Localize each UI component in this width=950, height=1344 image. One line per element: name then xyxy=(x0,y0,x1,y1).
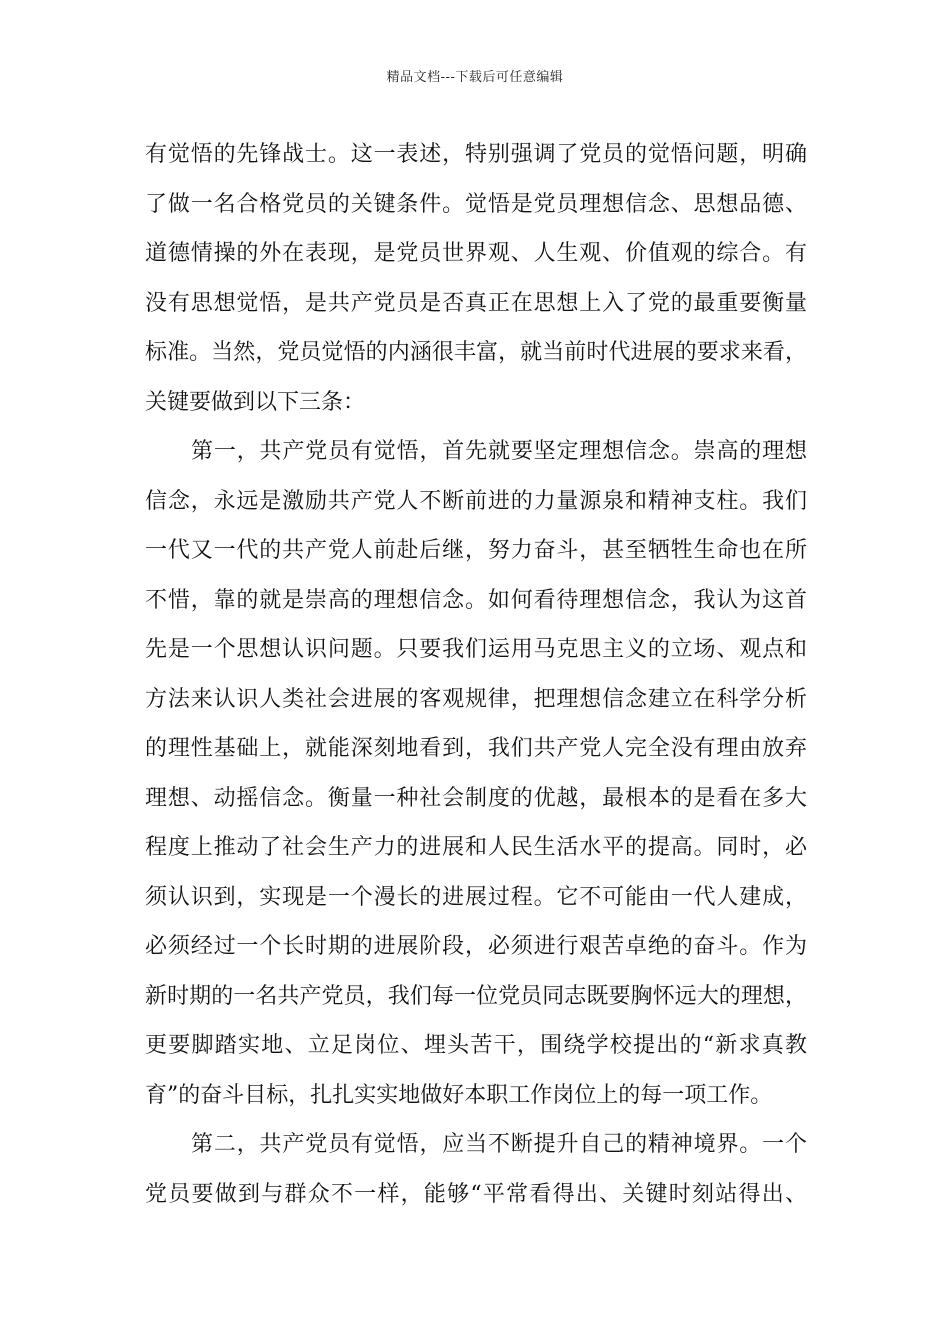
text-line: 一代又一代的共产党人前赴后继，努力奋斗，甚至牺牲生命也在所 xyxy=(145,538,807,563)
text-line: 新时期的一名共产党员，我们每一位党员同志既要胸怀远大的理想， xyxy=(145,983,807,1009)
text-line: 先是一个思想认识问题。只要我们运用马克思主义的立场、观点和 xyxy=(145,637,807,662)
text-line: 有觉悟的先锋战士。这一表述，特别强调了党员的觉悟问题，明确 xyxy=(145,142,807,167)
text-line: 道德情操的外在表现，是党员世界观、人生观、价值观的综合。有 xyxy=(145,241,807,266)
text-line: 没有思想觉悟，是共产党员是否真正在思想上入了党的最重要衡量 xyxy=(145,290,807,316)
text-line: 了做一名合格党员的关键条件。觉悟是党员理想信念、思想品德、 xyxy=(145,191,807,217)
text-line: 更要脚踏实地、立足岗位、埋头苦干，围绕学校提出的“新求真教 xyxy=(145,1033,807,1058)
text-line: 标准。当然，党员觉悟的内涵很丰富，就当前时代进展的要求来看， xyxy=(145,340,807,365)
text-line: 必须经过一个长时期的进展阶段，必须进行艰苦卓绝的奋斗。作为 xyxy=(145,934,807,959)
text-line: 第一，共产党员有觉悟，首先就要坚定理想信念。崇高的理想 xyxy=(191,439,807,464)
paragraph xyxy=(145,1120,807,1219)
text-line: 信念，永远是激励共产党人不断前进的力量源泉和精神支柱。我们 xyxy=(145,488,807,514)
text-line: 不惜，靠的就是崇高的理想信念。如何看待理想信念，我认为这首 xyxy=(145,587,807,613)
text-line: 第二，共产党员有觉悟，应当不断提升自己的精神境界。一个 xyxy=(191,1132,807,1157)
paragraph xyxy=(145,130,807,427)
text-line: 党员要做到与群众不一样，能够“平常看得出、关键时刻站得出、 xyxy=(145,1181,807,1207)
page-header: 精品文档---下载后可任意编辑 xyxy=(386,70,564,85)
document-body xyxy=(145,130,807,1219)
text-line: 关键要做到以下三条： xyxy=(145,389,366,415)
text-line: 育”的奋斗目标，扎扎实实地做好本职工作岗位上的每一项工作。 xyxy=(145,1082,773,1108)
text-line: 的理性基础上，就能深刻地看到，我们共产党人完全没有理由放弃 xyxy=(145,736,807,761)
text-line: 理想、动摇信念。衡量一种社会制度的优越，最根本的是看在多大 xyxy=(145,785,807,811)
text-line: 方法来认识人类社会进展的客观规律，把理想信念建立在科学分析 xyxy=(145,686,807,712)
text-line: 程度上推动了社会生产力的进展和人民生活水平的提高。同时，必 xyxy=(145,835,807,860)
text-line: 须认识到，实现是一个漫长的进展过程。它不可能由一代人建成， xyxy=(145,884,807,910)
paragraph xyxy=(145,427,807,1120)
